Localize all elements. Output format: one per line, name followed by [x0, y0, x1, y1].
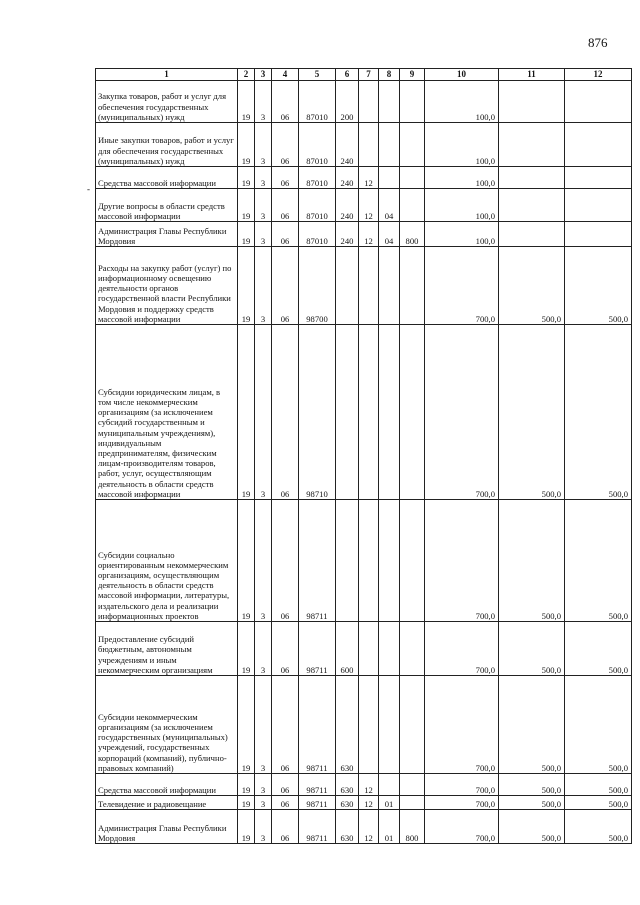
cell-col-3: 3: [255, 774, 272, 796]
cell-col-2: 19: [238, 774, 255, 796]
cell-col-5: 98711: [299, 774, 336, 796]
cell-col-3: 3: [255, 622, 272, 676]
cell-col-11: [499, 123, 565, 167]
cell-col-5: 98700: [299, 247, 336, 325]
row-name: Средства массовой информации: [96, 774, 238, 796]
table-row: [96, 796, 632, 810]
cell-col-10: 700,0: [425, 500, 499, 622]
cell-col-8: 01: [379, 796, 400, 810]
cell-col-8: [379, 774, 400, 796]
cell-col-12: [565, 123, 632, 167]
cell-col-9: [400, 167, 425, 189]
cell-col-5: 98711: [299, 676, 336, 774]
cell-col-7: [359, 325, 379, 500]
cell-col-9: [400, 796, 425, 810]
cell-col-9: 800: [400, 222, 425, 247]
cell-col-9: 800: [400, 810, 425, 844]
cell-col-4: 06: [272, 325, 299, 500]
cell-col-5: 87010: [299, 189, 336, 222]
cell-col-3: 3: [255, 796, 272, 810]
cell-col-7: [359, 123, 379, 167]
cell-col-9: [400, 622, 425, 676]
cell-col-9: [400, 325, 425, 500]
table-row: [96, 774, 632, 796]
cell-col-9: [400, 774, 425, 796]
cell-col-4: 06: [272, 500, 299, 622]
cell-col-10: 100,0: [425, 123, 499, 167]
cell-col-2: 19: [238, 123, 255, 167]
cell-col-12: 500,0: [565, 500, 632, 622]
cell-col-8: [379, 247, 400, 325]
budget-table: [95, 68, 632, 844]
cell-col-2: 19: [238, 676, 255, 774]
table-row: [96, 222, 632, 247]
table-row: [96, 810, 632, 844]
cell-col-2: 19: [238, 810, 255, 844]
table-row: [96, 123, 632, 167]
cell-col-12: 500,0: [565, 774, 632, 796]
cell-col-9: [400, 247, 425, 325]
cell-col-3: 3: [255, 676, 272, 774]
cell-col-5: 98711: [299, 622, 336, 676]
cell-col-10: 100,0: [425, 222, 499, 247]
cell-col-6: 600: [336, 622, 359, 676]
table-row: [96, 622, 632, 676]
cell-col-2: 19: [238, 796, 255, 810]
cell-col-2: 19: [238, 189, 255, 222]
cell-col-4: 06: [272, 81, 299, 123]
cell-col-2: 19: [238, 222, 255, 247]
cell-col-2: 19: [238, 622, 255, 676]
row-name: Субсидии некоммерческим организациям (за исключением государственных (муниципальных) учреждений, государственных корпораций (компаний), публично-правовых компаний): [96, 676, 238, 774]
cell-col-10: 700,0: [425, 810, 499, 844]
cell-col-11: 500,0: [499, 622, 565, 676]
column-header-11: 11: [499, 69, 565, 81]
cell-col-4: 06: [272, 622, 299, 676]
cell-col-8: [379, 676, 400, 774]
cell-col-12: 500,0: [565, 676, 632, 774]
cell-col-7: 12: [359, 222, 379, 247]
cell-col-11: 500,0: [499, 247, 565, 325]
table-row: [96, 500, 632, 622]
cell-col-10: 700,0: [425, 247, 499, 325]
cell-col-8: [379, 81, 400, 123]
column-header-2: 2: [238, 69, 255, 81]
cell-col-12: 500,0: [565, 810, 632, 844]
column-header-10: 10: [425, 69, 499, 81]
cell-col-8: [379, 325, 400, 500]
cell-col-10: 700,0: [425, 676, 499, 774]
cell-col-6: 630: [336, 796, 359, 810]
cell-col-5: 87010: [299, 123, 336, 167]
cell-col-10: 100,0: [425, 189, 499, 222]
cell-col-3: 3: [255, 247, 272, 325]
row-name: Расходы на закупку работ (услуг) по информационному освещению деятельности органов государственной власти Республики Мордовия и поддержку средств массовой информации: [96, 247, 238, 325]
cell-col-3: 3: [255, 810, 272, 844]
cell-col-11: 500,0: [499, 774, 565, 796]
cell-col-6: [336, 500, 359, 622]
cell-col-5: 98710: [299, 325, 336, 500]
cell-col-4: 06: [272, 247, 299, 325]
table-row: [96, 189, 632, 222]
cell-col-9: [400, 81, 425, 123]
cell-col-6: 630: [336, 810, 359, 844]
cell-col-11: 500,0: [499, 796, 565, 810]
cell-col-10: 700,0: [425, 622, 499, 676]
cell-col-12: 500,0: [565, 796, 632, 810]
cell-col-8: [379, 167, 400, 189]
cell-col-5: 98711: [299, 500, 336, 622]
cell-col-2: 19: [238, 167, 255, 189]
cell-col-11: [499, 81, 565, 123]
cell-col-7: [359, 622, 379, 676]
cell-col-11: [499, 167, 565, 189]
cell-col-12: [565, 167, 632, 189]
cell-col-4: 06: [272, 189, 299, 222]
cell-col-12: [565, 81, 632, 123]
row-name: Средства массовой информации: [96, 167, 238, 189]
cell-col-2: 19: [238, 325, 255, 500]
cell-col-2: 19: [238, 500, 255, 622]
table-row: [96, 325, 632, 500]
cell-col-8: [379, 500, 400, 622]
cell-col-11: [499, 222, 565, 247]
cell-col-12: 500,0: [565, 247, 632, 325]
cell-col-7: 12: [359, 774, 379, 796]
cell-col-12: [565, 189, 632, 222]
cell-col-8: 04: [379, 222, 400, 247]
cell-col-4: 06: [272, 774, 299, 796]
cell-col-2: 19: [238, 81, 255, 123]
cell-col-3: 3: [255, 167, 272, 189]
table-row: [96, 676, 632, 774]
column-header-5: 5: [299, 69, 336, 81]
cell-col-3: 3: [255, 500, 272, 622]
column-header-6: 6: [336, 69, 359, 81]
cell-col-11: 500,0: [499, 325, 565, 500]
cell-col-10: 100,0: [425, 81, 499, 123]
cell-col-4: 06: [272, 167, 299, 189]
cell-col-8: 01: [379, 810, 400, 844]
cell-col-7: 12: [359, 810, 379, 844]
cell-col-4: 06: [272, 222, 299, 247]
cell-col-11: 500,0: [499, 500, 565, 622]
cell-col-3: 3: [255, 222, 272, 247]
column-header-9: 9: [400, 69, 425, 81]
cell-col-8: 04: [379, 189, 400, 222]
cell-col-10: 700,0: [425, 796, 499, 810]
row-name: Телевидение и радиовещание: [96, 796, 238, 810]
cell-col-10: 700,0: [425, 774, 499, 796]
column-header-1: 1: [96, 69, 238, 81]
cell-col-9: [400, 123, 425, 167]
cell-col-9: [400, 189, 425, 222]
column-header-7: 7: [359, 69, 379, 81]
column-header-12: 12: [565, 69, 632, 81]
cell-col-9: [400, 676, 425, 774]
cell-col-6: 240: [336, 189, 359, 222]
cell-col-8: [379, 123, 400, 167]
cell-col-5: 87010: [299, 222, 336, 247]
cell-col-6: 240: [336, 167, 359, 189]
row-name: Субсидии юридическим лицам, в том числе некоммерческим организациям (за исключением субсидий государственным и муниципальным учреждениям), индивидуальным предпринимателям, физическим лицам-производителям товаров, работ, услуг, осуществляющим деятельность в области средств массовой информации: [96, 325, 238, 500]
cell-col-11: [499, 189, 565, 222]
cell-col-7: 12: [359, 167, 379, 189]
cell-col-3: 3: [255, 189, 272, 222]
cell-col-5: 87010: [299, 167, 336, 189]
cell-col-12: 500,0: [565, 622, 632, 676]
margin-mark: -: [87, 184, 90, 194]
cell-col-6: [336, 247, 359, 325]
header-row: [96, 69, 632, 81]
cell-col-8: [379, 622, 400, 676]
table-row: [96, 247, 632, 325]
row-name: Другие вопросы в области средств массовой информации: [96, 189, 238, 222]
cell-col-6: [336, 325, 359, 500]
cell-col-7: [359, 500, 379, 622]
cell-col-3: 3: [255, 81, 272, 123]
cell-col-9: [400, 500, 425, 622]
cell-col-12: 500,0: [565, 325, 632, 500]
row-name: Иные закупки товаров, работ и услуг для обеспечения государственных (муниципальных) нужд: [96, 123, 238, 167]
cell-col-7: 12: [359, 189, 379, 222]
cell-col-6: 630: [336, 774, 359, 796]
page-number: 876: [588, 35, 608, 50]
cell-col-7: [359, 81, 379, 123]
column-header-4: 4: [272, 69, 299, 81]
cell-col-6: 200: [336, 81, 359, 123]
cell-col-3: 3: [255, 123, 272, 167]
cell-col-10: 700,0: [425, 325, 499, 500]
row-name: Предоставление субсидий бюджетным, автономным учреждениям и иным некоммерческим организациям: [96, 622, 238, 676]
cell-col-11: 500,0: [499, 676, 565, 774]
cell-col-7: [359, 247, 379, 325]
cell-col-4: 06: [272, 796, 299, 810]
cell-col-4: 06: [272, 676, 299, 774]
column-header-3: 3: [255, 69, 272, 81]
row-name: Администрация Главы Республики Мордовия: [96, 222, 238, 247]
cell-col-5: 98711: [299, 796, 336, 810]
cell-col-5: 98711: [299, 810, 336, 844]
cell-col-3: 3: [255, 325, 272, 500]
cell-col-10: 100,0: [425, 167, 499, 189]
column-header-8: 8: [379, 69, 400, 81]
cell-col-6: 630: [336, 676, 359, 774]
row-name: Закупка товаров, работ и услуг для обеспечения государственных (муниципальных) нужд: [96, 81, 238, 123]
cell-col-2: 19: [238, 247, 255, 325]
row-name: Администрация Главы Республики Мордовия: [96, 810, 238, 844]
cell-col-7: [359, 676, 379, 774]
cell-col-6: 240: [336, 123, 359, 167]
row-name: Субсидии социально ориентированным некоммерческим организациям, осуществляющим деятельность в области средств массовой информации, литературы, издательского дела и реализации информационных проектов: [96, 500, 238, 622]
cell-col-4: 06: [272, 810, 299, 844]
cell-col-12: [565, 222, 632, 247]
table-row: [96, 81, 632, 123]
cell-col-6: 240: [336, 222, 359, 247]
table-row: [96, 167, 632, 189]
cell-col-5: 87010: [299, 81, 336, 123]
cell-col-4: 06: [272, 123, 299, 167]
cell-col-11: 500,0: [499, 810, 565, 844]
cell-col-7: 12: [359, 796, 379, 810]
